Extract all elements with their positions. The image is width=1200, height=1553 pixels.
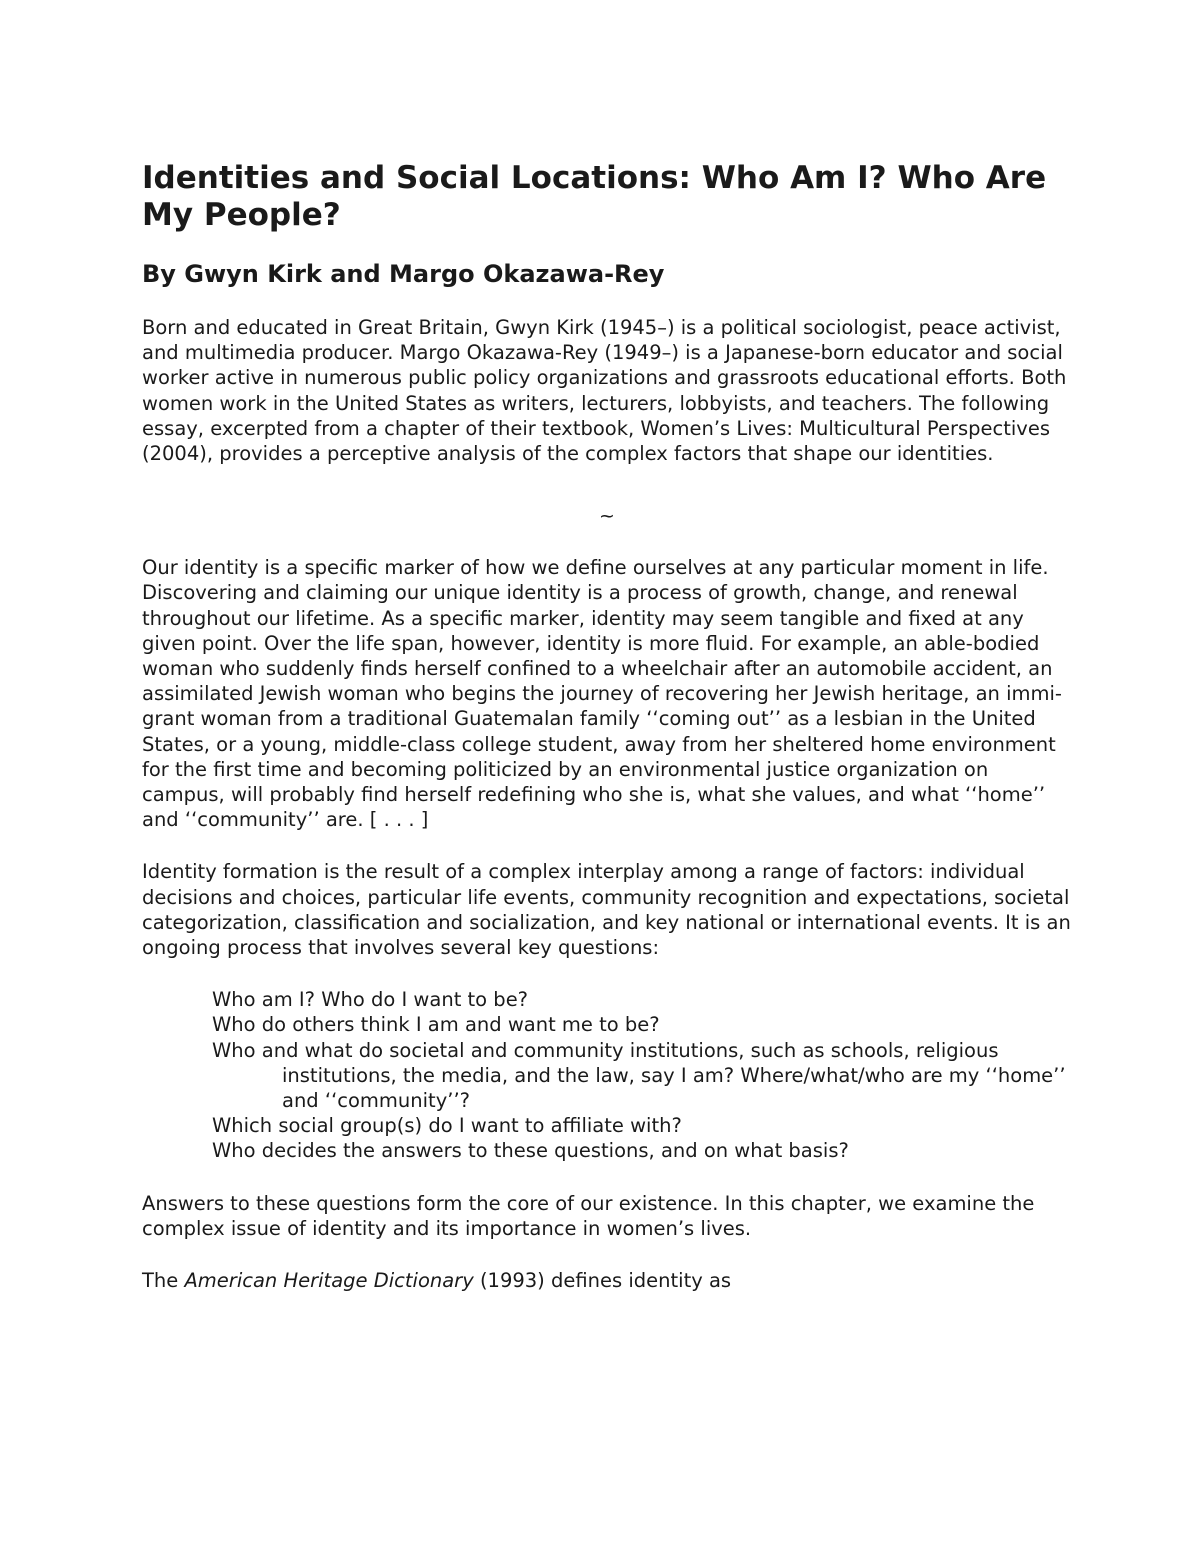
question-item: Who am I? Who do I want to be? [212, 988, 529, 1012]
document-page [142, 160, 1072, 1293]
document-title: Identities and Social Locations: Who Am I? Who Are My People? [142, 160, 1047, 233]
question-item-continued: institutions, the media, and the law, say I am? Where/what/who are my ‘‘home’’ and ‘‘community’’? [282, 1063, 1066, 1113]
question-item: Which social group(s) do I want to affiliate with? [212, 1114, 682, 1138]
dictionary-title: American Heritage Dictionary [184, 1269, 474, 1293]
paragraph-4-suffix: (1993) defines identity as [473, 1269, 732, 1293]
intro-paragraph: Born and educated in Great Britain, Gwyn Kirk (1945–) is a political sociologist, peace activist, and multimedia producer. Margo Okazawa-Rey (1949–) is a Japanese-born educator and social worker active in numerous public policy organizations and grassroots educational efforts. Both women work in the United States as writers, lecturers, lobbyists, and teachers. The following essay, excerpted from a chapter of their textbook, Women’s Lives: Multicultural Perspectives (2004), provides a perceptive analysis of the complex factors that shape our identities. [142, 316, 1067, 466]
body-paragraph-2: Identity formation is the result of a complex interplay among a range of factors: individual decisions and choices, particular life events, community recognition and expectations, societal categorization, classification and socialization, and key national or international events. It is an ongoing process that involves several key questions: [142, 860, 1071, 960]
question-list [212, 987, 1072, 1163]
question-item: Who decides the answers to these questions, and on what basis? [212, 1139, 849, 1163]
question-item: Who do others think I am and want me to be? [212, 1013, 660, 1037]
body-paragraph-3: Answers to these questions form the core of our existence. In this chapter, we examine the complex issue of identity and its importance in women’s lives. [142, 1191, 1035, 1240]
section-separator: ~ [599, 505, 615, 528]
body-paragraph-4 [142, 1268, 1072, 1293]
byline: By Gwyn Kirk and Margo Okazawa-Rey [142, 260, 665, 288]
body-paragraph-1: Our identity is a specific marker of how we define ourselves at any particular moment in life. Discovering and claiming our unique identity is a process of growth, change, and renewal throughout our lifetime. As a specific marker, identity may seem tangible and fixed at any given point. Over the life span, however, identity is more fluid. For example, an able-bodied woman who suddenly finds herself confined to a wheelchair after an automobile accident, an assimilated Jewish woman who begins the journey of recovering her Jewish heritage, an immi- grant woman from a traditional Guatemalan family ‘‘coming out’’ as a lesbian in the United States, or a young, middle-class college student, away from her sheltered home environment for the first time and becoming politicized by an environmental justice organization on campus, will probably find herself redefining who she is, what she values, and what ‘‘home’’ and ‘‘community’’ are. [ . . . ] [142, 556, 1062, 832]
question-item: Who and what do societal and community institutions, such as schools, religious [212, 1038, 999, 1062]
paragraph-4-prefix: The [142, 1269, 185, 1293]
